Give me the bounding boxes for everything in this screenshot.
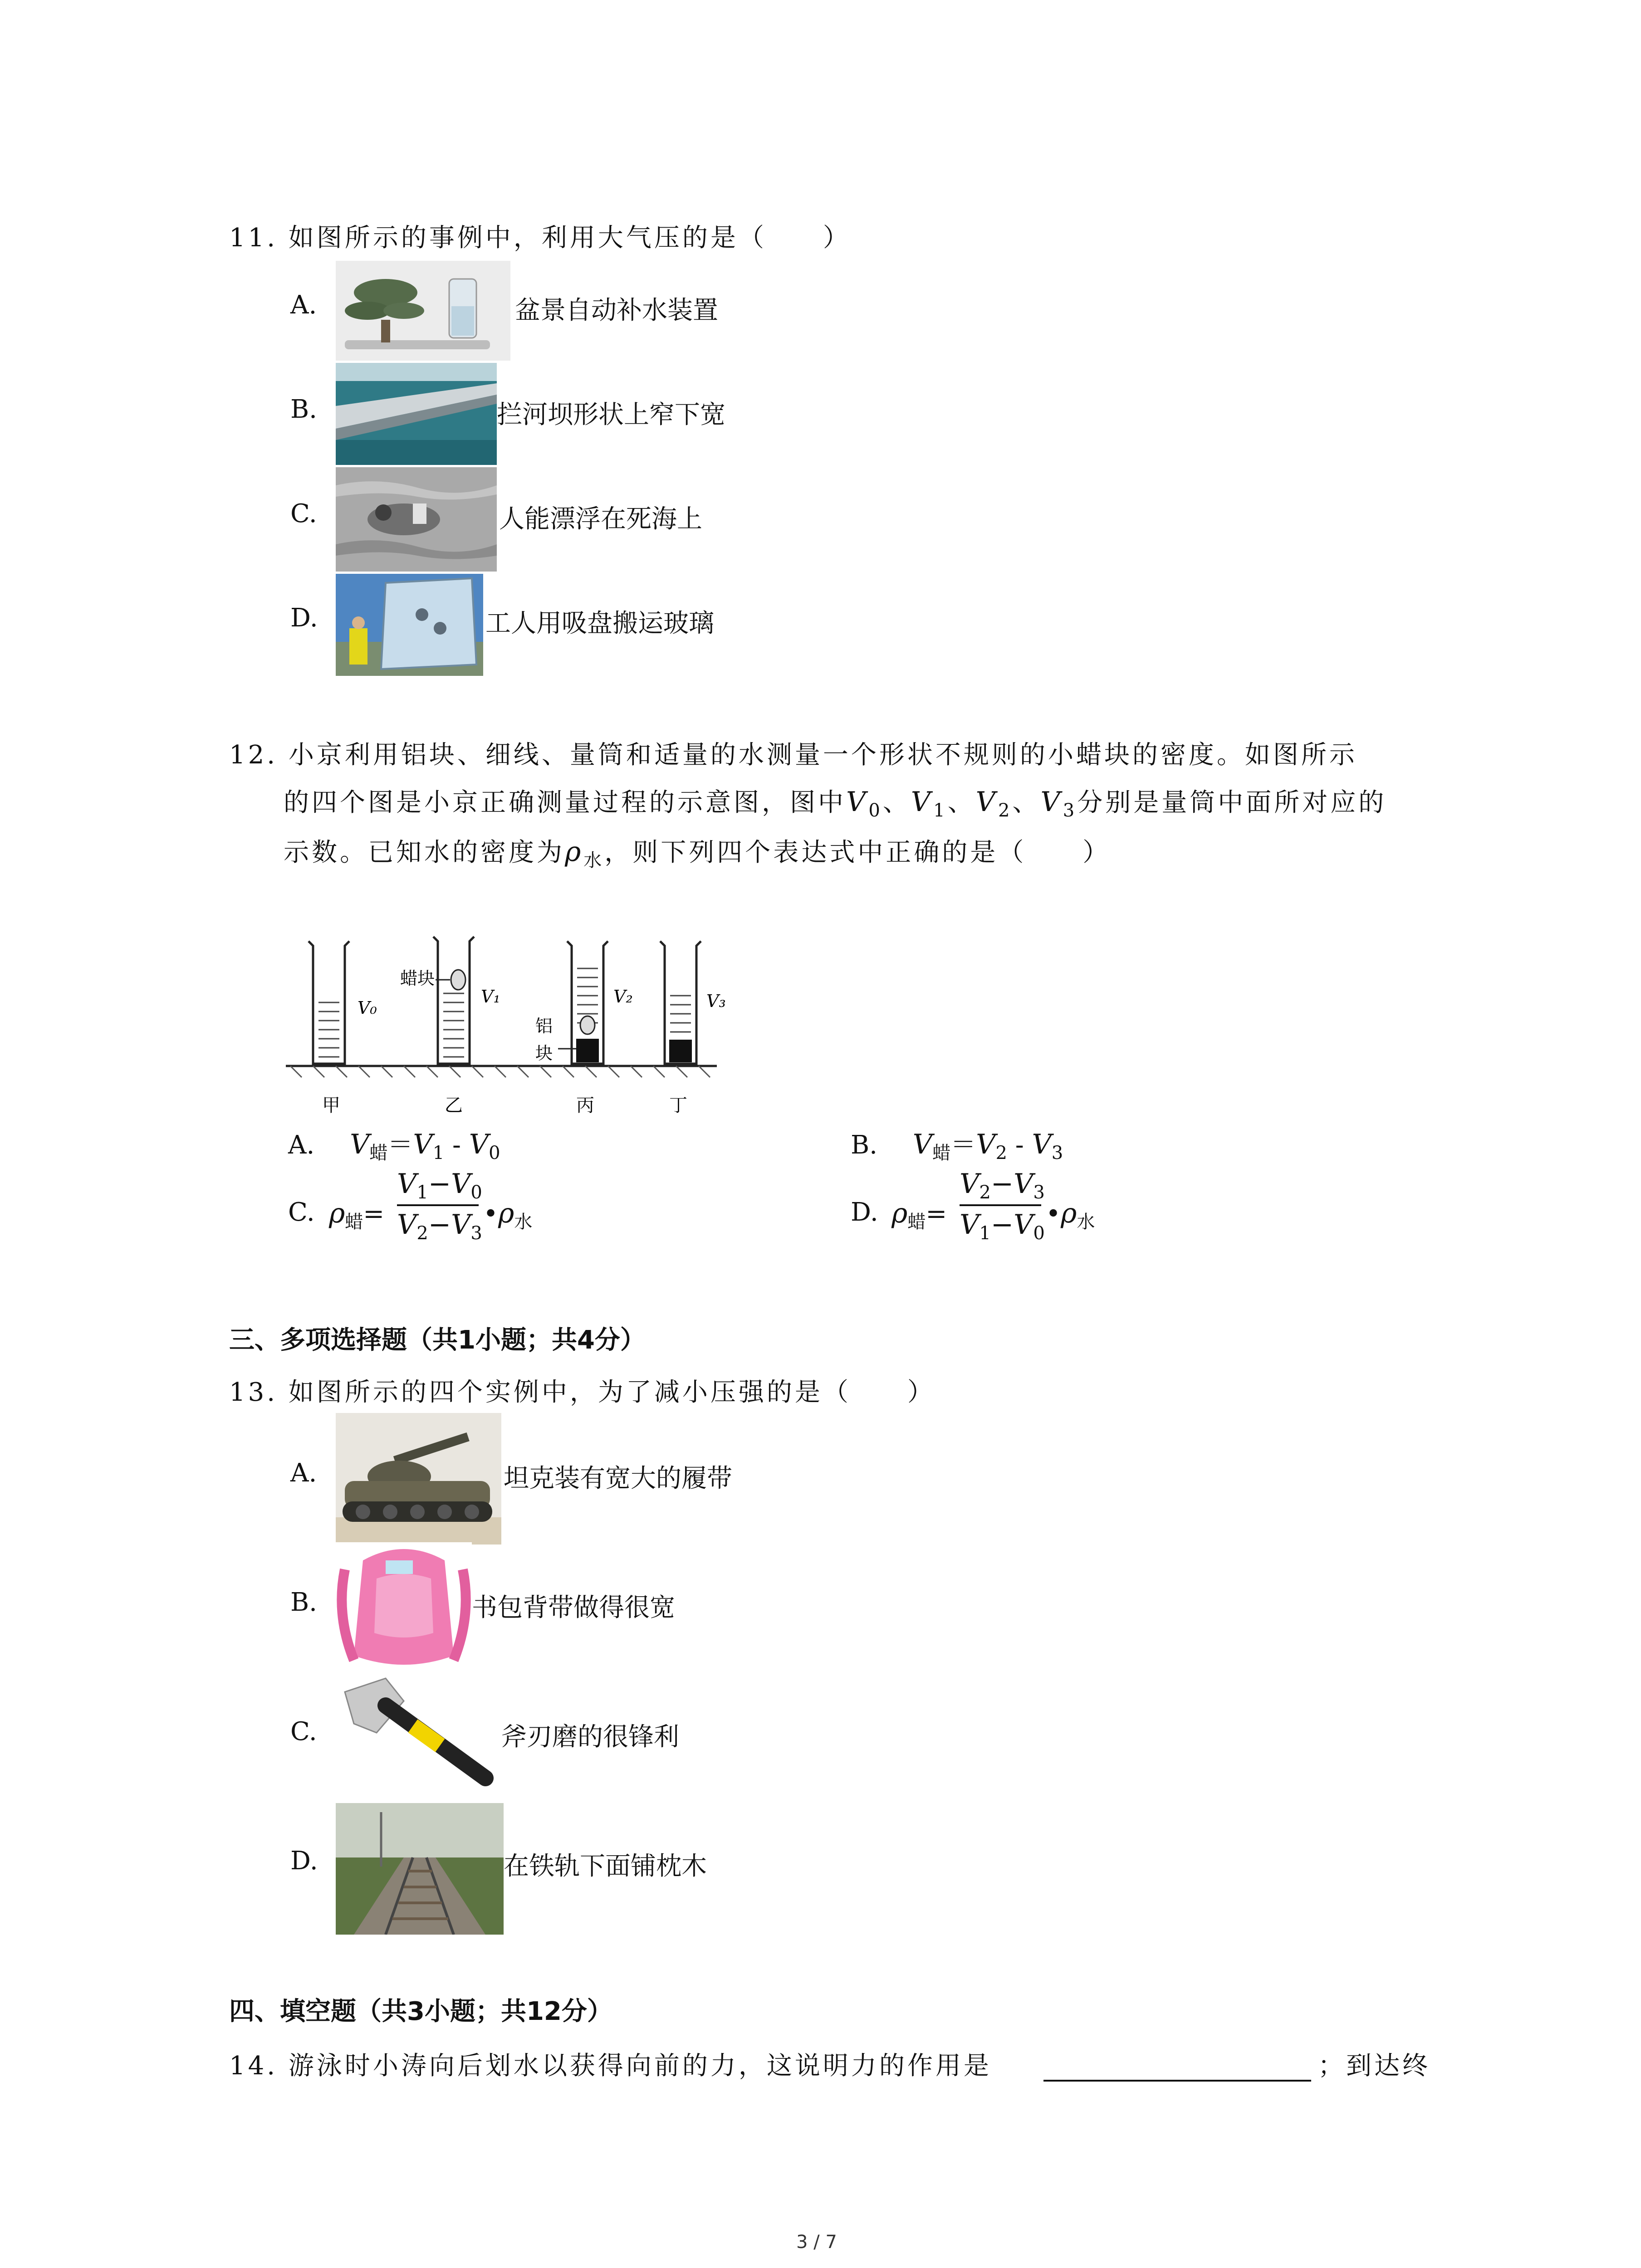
cylinder-jia xyxy=(309,941,377,1064)
q12-option-d-lhs: $\rho_蜡=$ xyxy=(892,1198,947,1232)
q12-option-d-fraction: $V_2-V_3$ $V_1-V_0$ xyxy=(960,1168,1045,1244)
reading-v1: V₁ xyxy=(481,987,500,1007)
label-aluminum-2: 块 xyxy=(535,1043,553,1063)
axe-image xyxy=(336,1674,504,1805)
q13-option-c-text: 斧刃磨的很锋利 xyxy=(501,1722,679,1752)
section-4-heading: 四、填空题（共3小题；共12分） xyxy=(229,1997,612,2026)
backpack-image xyxy=(336,1542,472,1674)
q11-option-a-label: A. xyxy=(290,290,317,320)
label-bing: 丙 xyxy=(576,1095,594,1116)
label-yi: 乙 xyxy=(445,1095,463,1116)
q11-option-c-text: 人能漂浮在死海上 xyxy=(499,504,702,534)
q13-option-b-label: B. xyxy=(290,1588,317,1617)
q13-option-d-text: 在铁轨下面铺枕木 xyxy=(504,1852,707,1881)
q12-option-b: B. $V_蜡=V_2 - V_3$ xyxy=(851,1129,1063,1163)
var-rho-water: $\rho_水$ xyxy=(565,836,605,871)
page-number: 3 / 7 xyxy=(796,2232,837,2253)
q13-option-d-label: D. xyxy=(290,1846,318,1876)
q12-option-d-rhs: $•\rho_水$ xyxy=(1046,1198,1095,1232)
cylinder-yi xyxy=(400,937,500,1064)
q11-option-c-label: C. xyxy=(290,499,317,528)
label-ding: 丁 xyxy=(669,1095,687,1116)
suction-cup-image xyxy=(336,574,483,676)
dam-image xyxy=(336,363,497,465)
q12-line-1: 12. 小京利用铝块、细线、量筒和适量的水测量一个形状不规则的小蜡块的密度。如图所示 xyxy=(229,740,1357,770)
var-v0: $V_0$ xyxy=(846,786,883,821)
label-aluminum-1: 铝 xyxy=(535,1016,553,1036)
tank-image xyxy=(336,1413,501,1545)
q12-option-d-label: D. xyxy=(851,1198,878,1227)
var-v1: $V_1$ xyxy=(911,786,948,821)
label-wax-block: 蜡块 xyxy=(400,968,435,988)
var-v3: $V_3$ xyxy=(1040,786,1078,821)
q13-option-a-text: 坦克装有宽大的履带 xyxy=(504,1464,732,1493)
q12-line-3: 示数。已知水的密度为$\rho_水$，则下列四个表达式中正确的是（ ） xyxy=(284,836,1111,871)
q14-tail: ；到达终 xyxy=(1318,2051,1430,2081)
q13-stem: 13. 如图所示的四个实例中，为了减小压强的是（ ） xyxy=(229,1378,936,1407)
cylinders-figure xyxy=(281,930,735,1120)
q13-option-a-label: A. xyxy=(290,1458,317,1488)
q12-option-c-label: C. xyxy=(288,1198,315,1227)
q13-option-b-text: 书包背带做得很宽 xyxy=(472,1593,675,1623)
q13-option-c-label: C. xyxy=(290,1717,317,1746)
q12-option-c-lhs: $\rho_蜡=$ xyxy=(329,1198,385,1232)
q12-option-a: A. $V_蜡=V_1 - V_0$ xyxy=(288,1129,500,1163)
q14-answer-blank[interactable] xyxy=(1043,2080,1311,2082)
reading-v0: V₀ xyxy=(358,998,377,1018)
railway-image xyxy=(336,1803,504,1935)
section-3-heading: 三、多项选择题（共1小题；共4分） xyxy=(229,1325,646,1355)
q12-option-c-fraction: $V_1-V_0$ $V_2-V_3$ xyxy=(397,1168,482,1244)
reading-v2: V₂ xyxy=(613,987,633,1007)
reading-v3: V₃ xyxy=(706,991,726,1011)
var-v2: $V_2$ xyxy=(975,786,1013,821)
q11-option-d-label: D. xyxy=(290,603,318,633)
q11-option-b-label: B. xyxy=(290,395,317,424)
q14-stem: 14. 游泳时小涛向后划水以获得向前的力，这说明力的作用是 xyxy=(229,2051,992,2081)
q11-stem: 11. 如图所示的事例中，利用大气压的是（ ） xyxy=(229,223,851,253)
dead-sea-image xyxy=(336,467,497,572)
bonsai-image xyxy=(336,261,510,361)
label-jia: 甲 xyxy=(322,1095,340,1116)
cylinder-bing xyxy=(535,941,633,1064)
cylinder-ding xyxy=(660,941,726,1064)
q11-option-d-text: 工人用吸盘搬运玻璃 xyxy=(485,609,714,638)
q11-option-a-text: 盆景自动补水装置 xyxy=(515,296,718,325)
q12-option-c-rhs: $•\rho_水$ xyxy=(483,1198,533,1232)
q11-option-b-text: 拦河坝形状上窄下宽 xyxy=(497,400,725,430)
q12-line-2: 的四个图是小京正确测量过程的示意图，图中$V_0$、$V_1$、$V_2$、$V_3$分别是量筒中面所对应的 xyxy=(284,786,1387,821)
